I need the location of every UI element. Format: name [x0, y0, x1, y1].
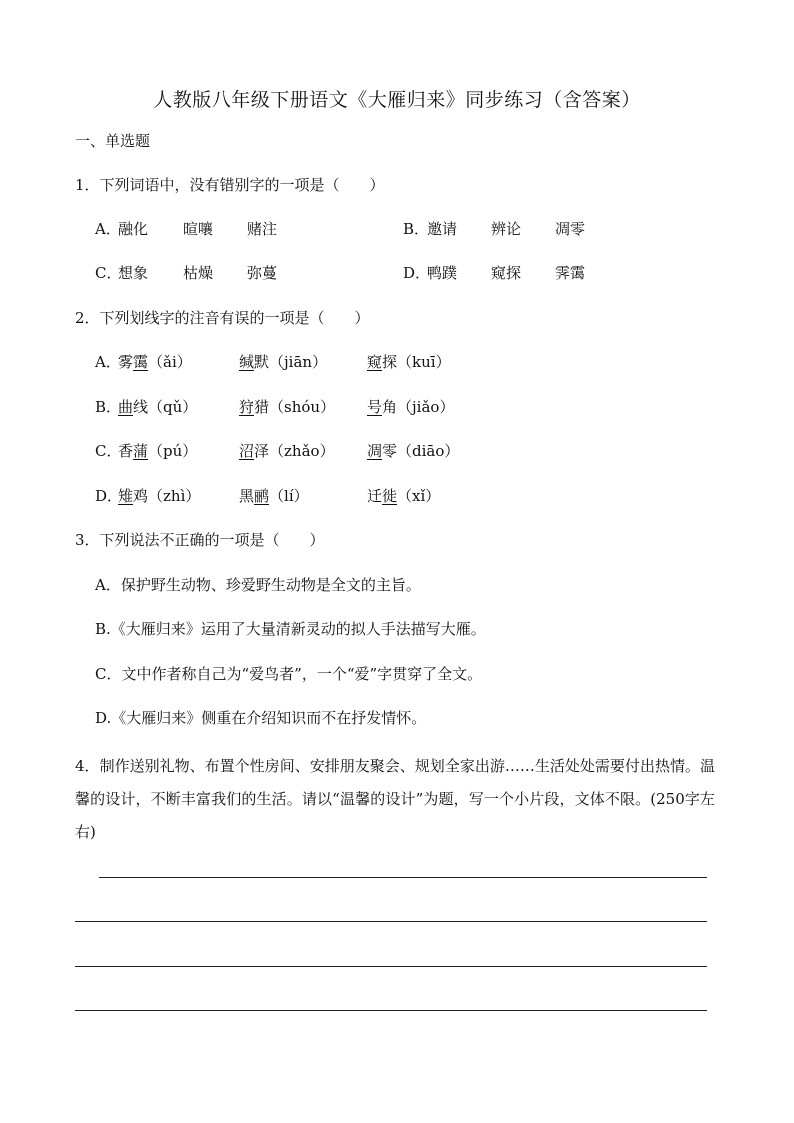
question-3-option-d: D.《大雁归来》侧重在介绍知识而不在抒发情怀。	[95, 709, 427, 727]
option-word: 暄嚷	[183, 220, 214, 238]
pinyin-item: 雉鸡（zhì）	[118, 487, 201, 505]
pinyin: （qǔ）	[148, 398, 198, 416]
underlined-char: 沼	[239, 442, 255, 460]
question-4-prompt: 4．制作送别礼物、布置个性房间、安排朋友聚会、规划全家出游……生活处处需要付出热情。温馨的设计，不断丰富我们的生活。请以“温馨的设计”为题，写一个小片段，文体不限。(250字左右)	[75, 757, 715, 841]
option-word: 鸭蹼	[427, 264, 458, 282]
answer-line[interactable]	[75, 966, 707, 967]
question-1-stem: 1．下列词语中，没有错别字的一项是（ ）	[75, 176, 385, 194]
pinyin: （kuī）	[397, 353, 451, 371]
answer-line[interactable]	[99, 877, 707, 878]
pinyin-item: 雾霭（ǎi）	[118, 353, 192, 371]
underlined-char: 凋	[367, 442, 383, 460]
page-title: 人教版八年级下册语文《大雁归来》同步练习（含答案）	[153, 89, 641, 111]
pinyin-item: 曲线（qǔ）	[118, 398, 198, 416]
option-label: A．	[95, 220, 121, 238]
pinyin: （jiān）	[269, 353, 328, 371]
pinyin: （zhì）	[148, 487, 201, 505]
answer-line[interactable]	[75, 921, 707, 922]
option-word: 凋零	[555, 220, 586, 238]
underlined-char: 蒲	[133, 442, 149, 460]
pinyin: （jiǎo）	[397, 398, 455, 416]
pinyin-item: 号角（jiǎo）	[367, 398, 455, 416]
option-label: D．	[95, 487, 123, 505]
underlined-char: 鹂	[254, 487, 270, 505]
underlined-char: 号	[367, 398, 383, 416]
option-word: 弥蔓	[247, 264, 278, 282]
pinyin-item: 沼泽（zhǎo）	[239, 442, 335, 460]
underlined-char: 徙	[382, 487, 398, 505]
answer-line[interactable]	[75, 1010, 707, 1011]
underlined-char: 窥	[367, 353, 383, 371]
option-word: 辨论	[491, 220, 522, 238]
pinyin-item: 缄默（jiān）	[239, 353, 328, 371]
pinyin-item: 黑鹂（lí）	[239, 487, 309, 505]
pinyin-item: 凋零（diāo）	[367, 442, 460, 460]
option-word: 想象	[118, 264, 149, 282]
question-3-option-a: A．保护野生动物、珍爱野生动物是全文的主旨。	[95, 576, 421, 594]
question-3-option-b: B.《大雁归来》运用了大量清新灵动的拟人手法描写大雁。	[95, 620, 486, 638]
option-label: B．	[95, 398, 122, 416]
option-label: C．	[95, 442, 122, 460]
pinyin: （shóu）	[269, 398, 336, 416]
question-2-stem: 2．下列划线字的注音有误的一项是（ ）	[75, 309, 370, 327]
underlined-char: 雉	[118, 487, 134, 505]
question-3-stem: 3．下列说法不正确的一项是（ ）	[75, 531, 325, 549]
option-word: 赌注	[247, 220, 278, 238]
pinyin: （zhǎo）	[269, 442, 335, 460]
pinyin-item: 香蒲（pú）	[118, 442, 198, 460]
pinyin-item: 迁徙（xǐ）	[367, 487, 441, 505]
option-label: A．	[95, 353, 121, 371]
option-word: 枯燥	[183, 264, 214, 282]
pinyin: （xǐ）	[397, 487, 441, 505]
question-3-option-c: C．文中作者称自己为“爱鸟者”，一个“爱”字贯穿了全文。	[95, 665, 483, 683]
pinyin: （pú）	[148, 442, 198, 460]
option-label: B．	[403, 220, 430, 238]
pinyin: （ǎi）	[148, 353, 192, 371]
underlined-char: 狩	[239, 398, 255, 416]
pinyin: （lí）	[269, 487, 309, 505]
option-word: 霁霭	[555, 264, 586, 282]
section-heading: 一、单选题	[75, 132, 151, 150]
option-word: 邀请	[427, 220, 458, 238]
pinyin: （diāo）	[397, 442, 460, 460]
option-word: 融化	[118, 220, 149, 238]
pinyin-item: 狩猎（shóu）	[239, 398, 336, 416]
underlined-char: 缄	[239, 353, 255, 371]
underlined-char: 曲	[118, 398, 134, 416]
pinyin-item: 窥探（kuī）	[367, 353, 451, 371]
option-label: D．	[403, 264, 431, 282]
option-word: 窥探	[491, 264, 522, 282]
option-label: C．	[95, 264, 122, 282]
underlined-char: 霭	[133, 353, 149, 371]
